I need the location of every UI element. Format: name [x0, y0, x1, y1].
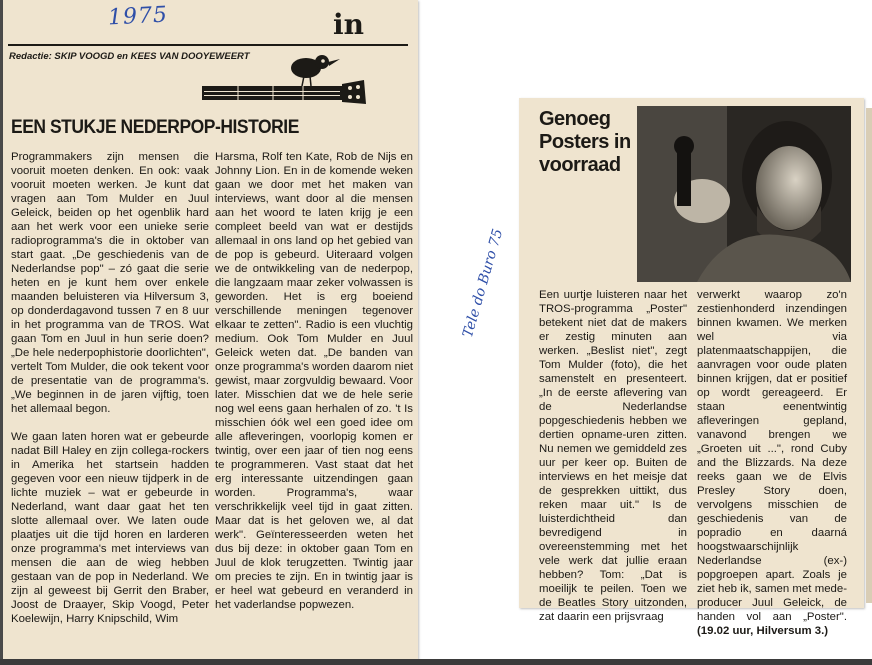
broadcast-time: (19.02 uur, Hilversum 3.) [697, 625, 829, 637]
newspaper-clipping-nederpop [3, 0, 418, 660]
newspaper-clipping-posters [519, 98, 864, 637]
editorial-credit: Redactie: SKIP VOOGD en KEES VAN DOOYEWEERT [9, 51, 250, 62]
article-headline: EEN STUKJE NEDERPOP-HISTORIE [11, 117, 299, 138]
article-headline: Genoeg Posters in voorraad [539, 108, 631, 176]
handwritten-year: 1975 [107, 2, 169, 31]
article-column-1 [539, 288, 687, 638]
paragraph-text: verwerkt waarop zo'n zestienhonderd inzendingen binnen kwamen. We merken wel via platenmaatschappijen, die aanvragen voor oude platen binnen krijgen, dat er positief op wordt gereageerd. Er staan eenentwintig afleveringen gepland, vanavond brengen we „Groeten uit ...", rond Cuby and the Blizzards. Na deze reeks gaan we de Elvis Presley Story doen, vervolgens misschien de geschiedenis van de popradio en daarná hoogstwaarschijnlijk Nederlandse (ex-) popgroepen apart. Zoals je ziet heb ik, samen met mede-producer Juul Geleick, de handen vol aan „Poster". [697, 289, 847, 623]
adjacent-clipping-edge [866, 108, 872, 603]
rubric-label: in [333, 8, 364, 41]
paragraph: Een uurtje luisteren naar het TROS-programma „Poster" betekent niet dat de makers er zestig minuten aan werken. „Beslist niet", zegt Tom Mulder (foto), die het samenstelt en presenteert. „In de eerste aflevering van de Nederlandse popgeschiedenis hebben we dertien opname-uren zitten. Nu nemen we gemiddeld zes uur per keer op. Buiten de interviews en het meisje dat de gesprekken uittikt, dus reken maar uit." Is de luisterdichtheid dan bevredigend in overeenstemming met het vele werk dat jullie eraan hebben? Tom: „Dat is moeilijk te peilen. Toen we de Beatles Story uitzonden, zat daarin een prijsvraag [539, 289, 687, 623]
paragraph [697, 288, 847, 638]
rubric-divider [8, 44, 408, 46]
article-column-2 [215, 150, 413, 626]
paragraph: Programmakers zijn mensen die vooruit moeten denken. En ook: vaak vooruit moeten werken. Je kunt dat vragen aan Tom Mulder en Juul Geleick, beiden op het ogenblik hard aan het werk voor een unieke serie radioprogramma's die in oktober van start gaat. „De geschiedenis van de Nederlandse pop" – zó gaat die serie heten en je kunt hem over enkele maanden beluisteren via Hilversum 3, op donderdagavond tussen 7 en 8 uur in het programma van de TROS. Wat gaan Tom en Juul in hun serie doen? „De hele nederpophistorie doorlichten", vertelt Tom Mulder, die ook tekent voor de presentatie van de programma's. „We beginnen in de jaren vijftig, toen het allemaal begon. [11, 151, 209, 415]
paragraph: We gaan laten horen wat er gebeurde nadat Bill Haley en zijn collega-rockers in Amerika het startsein hadden gegeven voor een nieuw tijdperk in de lichte muziek – wat er gebeurde in Nederland, want daar gaat het ten slotte allemaal over. We laten oude plaatjes uit die tijd horen en larderen onze programma's met interviews van mensen die aan de wieg hebben gestaan van de pop in Nederland. We zijn al geweest bij Gerrit den Braber, Joost de Draayer, Skip Voogd, Peter Koelewijn, Harry Knipschild, Wim [11, 431, 209, 625]
bird-guitar-logo [198, 50, 368, 110]
photo-tom-mulder [637, 106, 851, 282]
handwritten-annotation: Tele do Buro 75 [460, 227, 507, 340]
paragraph: Harsma, Rolf ten Kate, Rob de Nijs en Johnny Lion. En in de komende weken gaan we door met het maken van interviews, want door al die mensen aan het woord te laten krijg je een compleet beeld van wat er destijds allemaal in ons land op het gebied van de pop is gebeurd. Uiteraard volgen we de ontwikkeling van de nederpop, die langzaam maar zeker volwassen is geworden. Het is erg boeiend verschillende meningen tegenover elkaar te zetten". Radio is een vluchtig medium. Ook Tom Mulder en Juul Geleick weten dat. „De banden van onze programma's worden daarom niet gewist, maar zorgvuldig bewaard. Voor later. Misschien dat we de hele serie nog wel eens gaan herhalen of zo. 't Is misschien óók wel een goed idee om alle afleveringen, voorlopig komen er twintig, over een jaar of tien nog eens te programmeren. Vast staat dat het erg interessante uitzendingen gaan worden. Programma's, waar verschrikkelijk veel tijd in gaat zitten. Maar dat is het geloven we, al dat werk". Geïnteresseerden weten het dus bij deze: in oktober gaan Tom en Juul de klok terugzetten. Twintig jaar om precies te zijn. En in twintig jaar is er heel wat gebeurd en veranderd in het vaderlandse popwezen. [215, 151, 413, 611]
article-column-2 [697, 288, 847, 652]
article-column-1 [11, 150, 209, 640]
scan-edge-bottom [0, 659, 872, 665]
